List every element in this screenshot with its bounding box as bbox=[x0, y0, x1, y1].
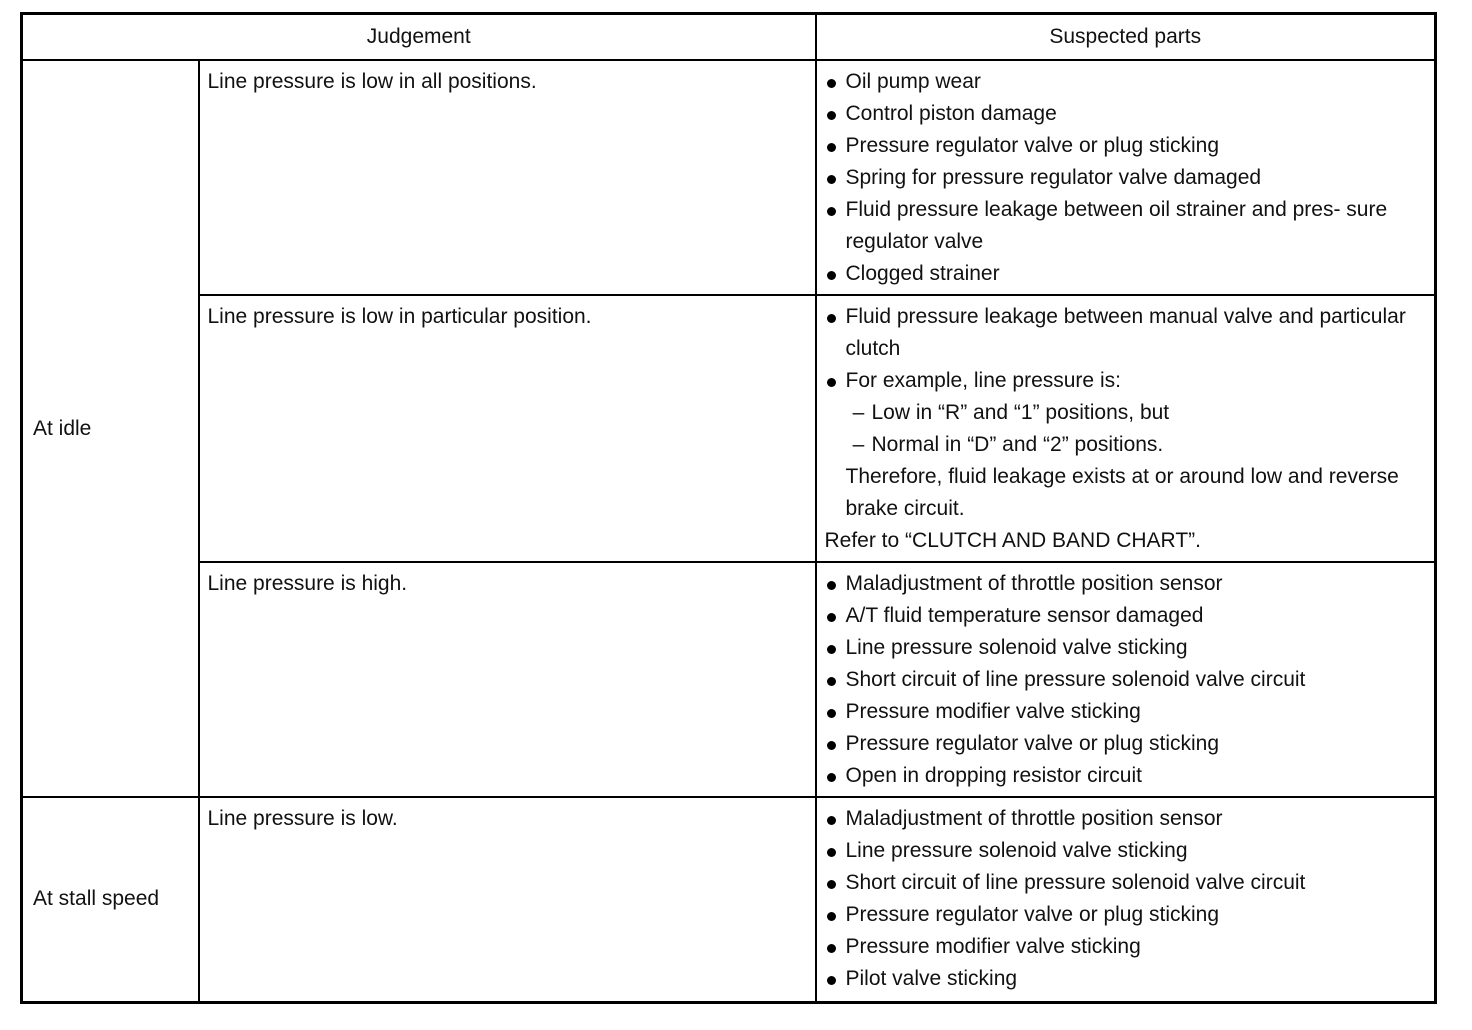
table-row bbox=[22, 60, 1436, 295]
table-row bbox=[22, 797, 1436, 1002]
list-item: Pilot valve sticking bbox=[825, 963, 1427, 995]
dash-text: Normal in “D” and “2” positions. bbox=[871, 433, 1164, 456]
parts-list bbox=[825, 803, 1427, 995]
list-item: Pressure regulator valve or plug sticking bbox=[825, 130, 1427, 162]
judgement-cell: Line pressure is low in particular position. bbox=[199, 295, 816, 562]
list-item: Fluid pressure leakage between oil strainer and pres- sure regulator valve bbox=[825, 194, 1427, 258]
judgement-cell: Line pressure is low in all positions. bbox=[199, 60, 816, 295]
parts-list bbox=[825, 301, 1427, 397]
refer-note: Refer to “CLUTCH AND BAND CHART”. bbox=[824, 529, 1202, 552]
list-item: Pressure modifier valve sticking bbox=[825, 696, 1427, 728]
list-item: Maladjustment of throttle position sensor bbox=[825, 803, 1427, 835]
dash-mark: – bbox=[852, 433, 865, 456]
header-row bbox=[22, 14, 1436, 61]
list-item: Pressure regulator valve or plug sticking bbox=[825, 899, 1427, 931]
therefore-note: Therefore, fluid leakage exists at or around low and reverse brake circuit. bbox=[845, 465, 1399, 520]
judgement-cell: Line pressure is high. bbox=[199, 562, 816, 797]
list-item: Line pressure solenoid valve sticking bbox=[825, 632, 1427, 664]
list-item: Control piston damage bbox=[825, 98, 1427, 130]
list-item: Short circuit of line pressure solenoid valve circuit bbox=[825, 867, 1427, 899]
suspected-parts-cell bbox=[816, 797, 1436, 1002]
table-row bbox=[22, 295, 1436, 562]
list-item: A/T fluid temperature sensor damaged bbox=[825, 600, 1427, 632]
judgement-header: Judgement bbox=[22, 14, 816, 61]
list-item: Short circuit of line pressure solenoid valve circuit bbox=[825, 664, 1427, 696]
suspected-parts-header: Suspected parts bbox=[816, 14, 1436, 61]
parts-list bbox=[825, 66, 1427, 290]
list-item: Clogged strainer bbox=[825, 258, 1427, 290]
dash-item bbox=[825, 397, 1427, 429]
dash-item bbox=[825, 429, 1427, 461]
list-item: Line pressure solenoid valve sticking bbox=[825, 835, 1427, 867]
condition-at-idle: At idle bbox=[22, 60, 199, 797]
list-item: For example, line pressure is: bbox=[825, 365, 1427, 397]
dash-text: Low in “R” and “1” positions, but bbox=[871, 401, 1170, 424]
suspected-parts-cell bbox=[816, 60, 1436, 295]
judgement-cell: Line pressure is low. bbox=[199, 797, 816, 1002]
list-item: Oil pump wear bbox=[825, 66, 1427, 98]
table-row bbox=[22, 562, 1436, 797]
list-item: Pressure regulator valve or plug sticking bbox=[825, 728, 1427, 760]
list-item: Maladjustment of throttle position sensor bbox=[825, 568, 1427, 600]
suspected-parts-cell bbox=[816, 295, 1436, 562]
condition-at-stall-speed: At stall speed bbox=[22, 797, 199, 1002]
list-item: Spring for pressure regulator valve damaged bbox=[825, 162, 1427, 194]
list-item: Pressure modifier valve sticking bbox=[825, 931, 1427, 963]
line-pressure-judgement-table bbox=[20, 12, 1437, 1004]
list-item: Open in dropping resistor circuit bbox=[825, 760, 1427, 792]
parts-list bbox=[825, 568, 1427, 792]
list-item: Fluid pressure leakage between manual valve and particular clutch bbox=[825, 301, 1427, 365]
suspected-parts-cell bbox=[816, 562, 1436, 797]
dash-mark: – bbox=[852, 401, 865, 424]
